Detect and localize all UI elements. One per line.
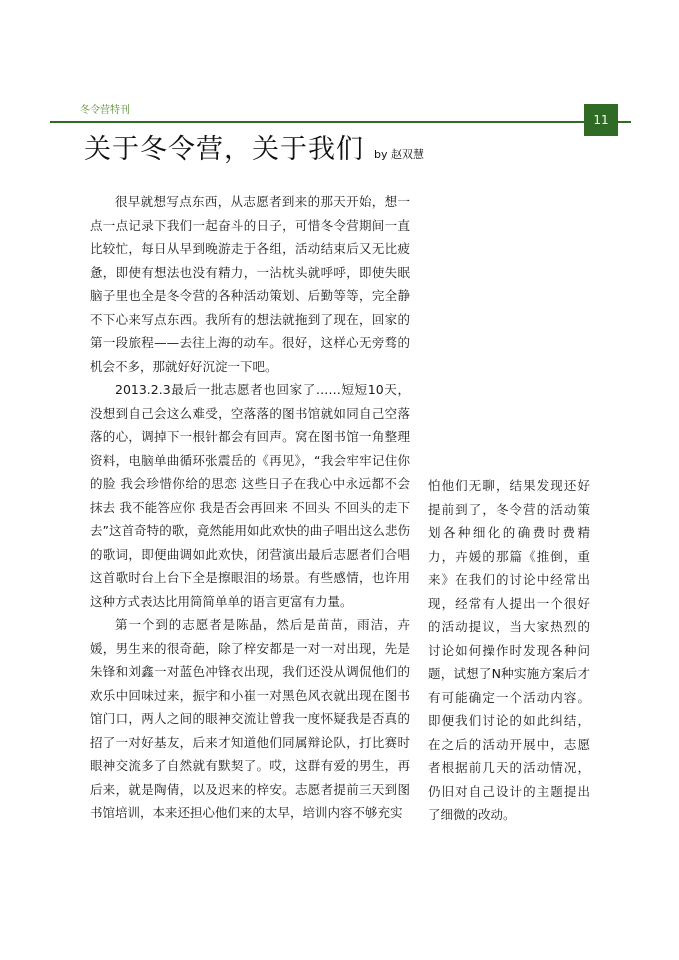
paragraph: 第一个到的志愿者是陈晶，然后是苗苗，雨洁，卉媛，男生来的很奇葩，除了梓安都是一对一对出现，先是朱锋和刘鑫一对蓝色冲锋衣出现，我们还没从调侃他们的欢乐中回味过来，振宇和小崔一对黑色风衣就出现在图书馆门口，两人之间的眼神交流让曾我一度怀疑我是否真的招了一对好基友，后来才知道他们同属辩论队，打比赛时眼神交流多了自然就有默契了。哎，这群有爱的男生，再后来，就是陶倩，以及迟来的梓安。志愿者提前三天到图书馆培训，本来还担心他们来的太早，培训内容不够充实 xyxy=(90,617,410,820)
article-title-block xyxy=(84,127,424,166)
paragraph: 怕他们无聊，结果发现还好提前到了，冬令营的活动策划各种细化的确费时费精力，卉媛的那篇《推倒，重来》在我们的讨论中经常出现，经常有人提出一个很好的活动提议，当大家热烈的讨论如何操作时发现各种问题，试想了N种实施方案后才有可能确定一个活动内容。即便我们讨论的如此纠结，在之后的活动开展中，志愿者根据前几天的活动情况，仍旧对自己设计的主题提出了细微的改动。 xyxy=(428,478,590,822)
article-column-right xyxy=(428,474,590,827)
article-column-left xyxy=(90,190,410,825)
issue-label: 冬令营特刊 xyxy=(80,105,130,116)
page-number: 11 xyxy=(584,104,618,136)
header-divider xyxy=(50,121,631,123)
paragraph: 2013.2.3最后一批志愿者也回家了……短短10天，没想到自己会这么难受，空落落的图书馆就如同自己空落落的心，调掉下一根针都会有回声。窝在图书馆一角整理资料，电脑单曲循环张震岳的《再见》，“我会牢牢记住你的脸 我会珍惜你给的思恋 这些日子在我心中永远都不会抹去 我不能答应你 我是否会再回来 不回头 不回头的走下去”这首奇特的歌，竟然能用如此欢快的曲子唱出这么悲伤的歌词，即便曲调如此欢快，闭营演出最后志愿者们合唱这首歌时台上台下全是擦眼泪的场景。有些感情，也许用这种方式表达比用简简单单的语言更富有力量。 xyxy=(90,382,410,609)
article-byline: by 赵双慧 xyxy=(374,148,424,161)
paragraph: 很早就想写点东西，从志愿者到来的那天开始，想一点一点记录下我们一起奋斗的日子，可惜冬令营期间一直比较忙，每日从早到晚游走于各组，活动结束后又无比疲惫，即使有想法也没有精力，一沾枕头就呼呼，即使失眠脑子里也全是冬令营的各种活动策划、后勤等等，完全静不下心来写点东西。我所有的想法就拖到了现在，回家的第一段旅程——去往上海的动车。很好，这样心无旁骛的机会不多，那就好好沉淀一下吧。 xyxy=(90,194,410,374)
article-title: 关于冬令营，关于我们 xyxy=(84,134,364,165)
